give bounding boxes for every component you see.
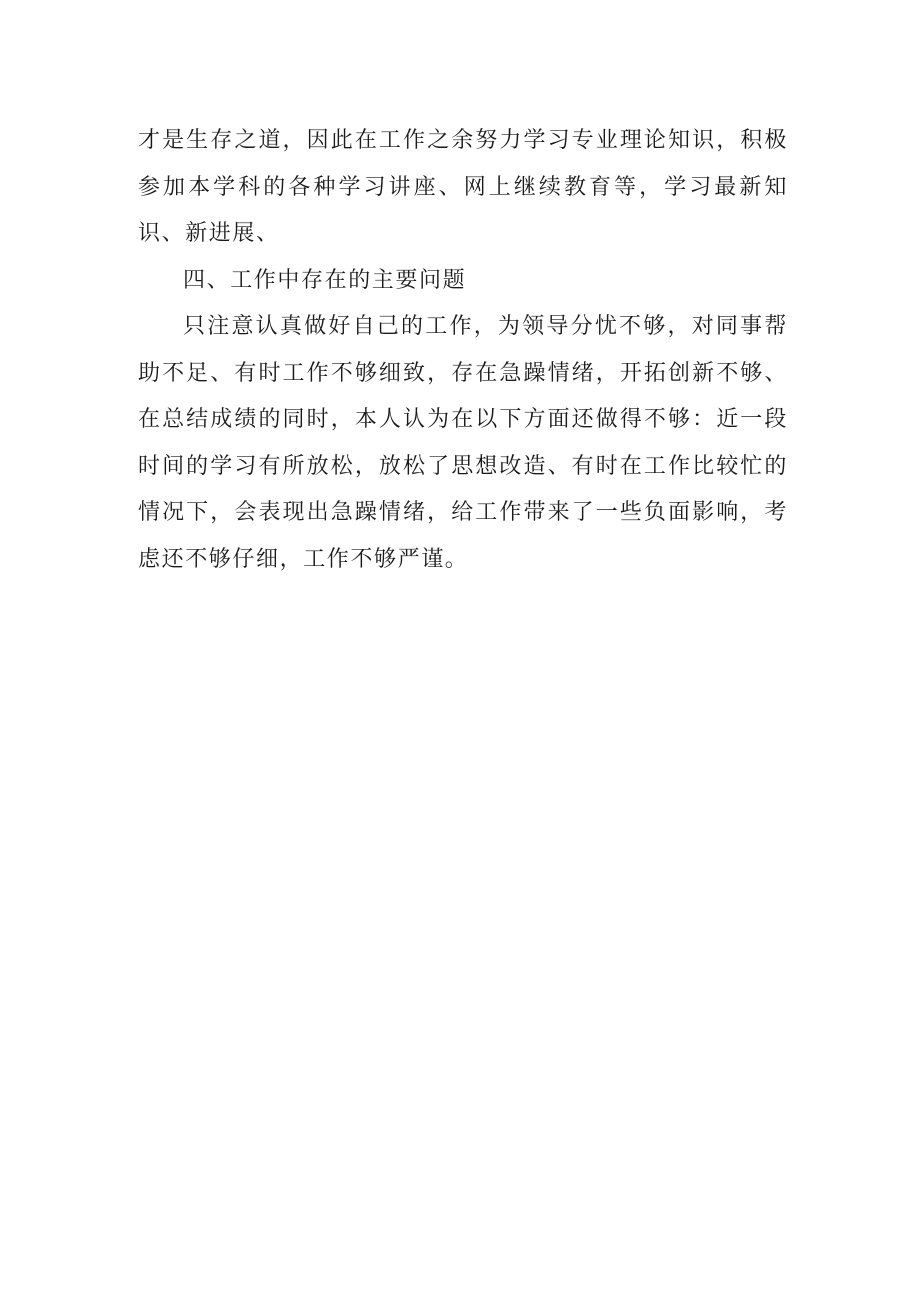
paragraph-continuation: 才是生存之道，因此在工作之余努力学习专业理论知识，积极参加本学科的各种学习讲座、网上继续教育等，学习最新知识、新进展、 bbox=[138, 128, 788, 246]
document-body bbox=[138, 118, 788, 583]
paragraph-problems: 只注意认真做好自己的工作，为领导分忧不够，对同事帮助不足、有时工作不够细致，存在急躁情绪，开拓创新不够、在总结成绩的同时，本人认为在以下方面还做得不够：近一段时间的学习有所放松，放松了思想改造、有时在工作比较忙的情况下，会表现出急躁情绪，给工作带来了一些负面影响，考虑还不够仔细，工作不够严谨。 bbox=[138, 314, 788, 572]
section-heading: 四、工作中存在的主要问题 bbox=[183, 267, 467, 293]
